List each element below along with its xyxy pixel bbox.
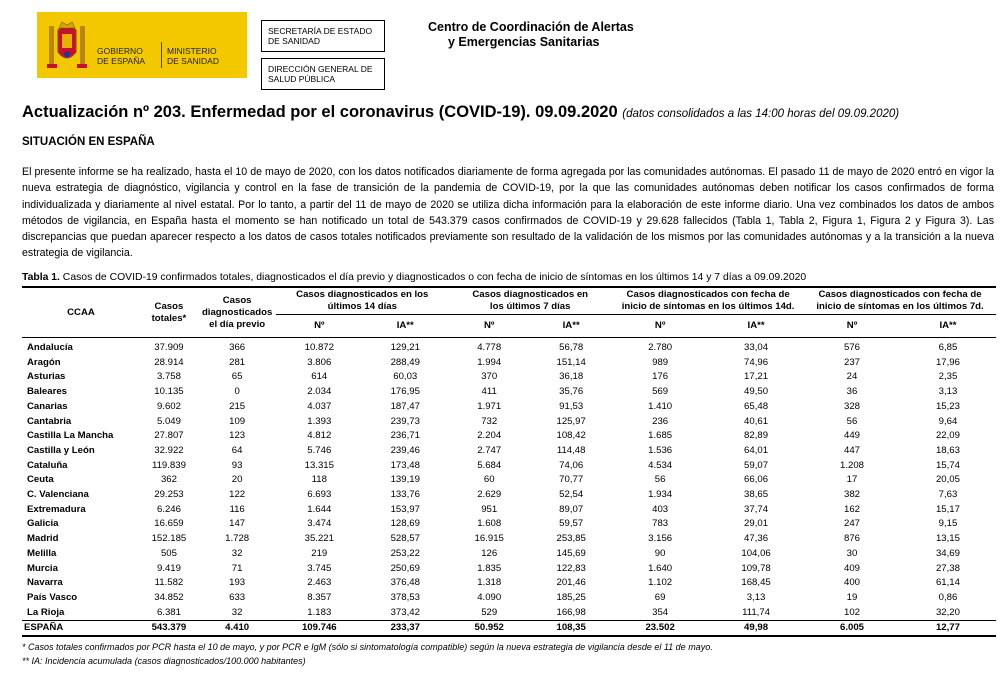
value-cell: 0 [234, 386, 240, 398]
value-cell: 129,21 [390, 342, 420, 353]
table-row [22, 444, 996, 459]
value-cell: 125,97 [556, 415, 586, 427]
centro-line-2: y Emergencias Sanitarias [448, 35, 600, 49]
footnote-ia: ** IA: Incidencia acumulada (casos diagnosticados/100.000 habitantes) [22, 656, 306, 666]
value-cell: 3.806 [307, 356, 332, 368]
ccaa-name-cell: Castilla La Mancha [27, 430, 114, 442]
value-cell: 109,78 [741, 562, 771, 574]
value-cell: 82,89 [744, 430, 769, 442]
header-ia: IA** [747, 320, 765, 331]
header-ia: IA** [396, 320, 414, 331]
table-row [22, 591, 996, 606]
value-cell: 732 [481, 415, 498, 427]
centro-coordinacion-heading [428, 20, 634, 50]
header-sint-14: Casos diagnosticados con fecha de inicio de síntomas en los últimos 14d. [612, 287, 804, 315]
value-cell: 633 [229, 591, 246, 603]
header-n: Nº [846, 320, 858, 331]
header-ia: IA** [939, 320, 957, 331]
value-cell: 93 [231, 459, 243, 471]
value-cell: 147 [229, 518, 246, 530]
value-cell: 1.640 [648, 562, 673, 574]
value-cell: 3.758 [156, 371, 181, 383]
value-cell: 783 [652, 518, 669, 530]
value-cell: 119.839 [151, 459, 186, 471]
header-casos-dia-previo: Casos diagnosticados el día previo [201, 294, 273, 330]
value-cell: 65,48 [744, 400, 769, 412]
value-cell: 6,85 [938, 342, 958, 353]
logo-ministerio-text: MINISTERIO DE SANIDAD [167, 46, 219, 66]
value-cell: 59,07 [744, 459, 769, 471]
title-main: Actualización nº 203. Enfermedad por el coronavirus (COVID-19). 09.09.2020 [22, 103, 618, 121]
value-cell: 104,06 [741, 547, 771, 559]
secretaria-box: SECRETARÍA DE ESTADO DE SANIDAD [261, 20, 385, 52]
value-cell: 116 [229, 503, 245, 515]
ccaa-name-cell: Melilla [27, 547, 57, 559]
ccaa-name-cell: Extremadura [27, 503, 86, 515]
table-row [22, 370, 996, 385]
value-cell: 236,71 [390, 430, 420, 442]
value-cell: 9,15 [938, 518, 958, 530]
ccaa-name-cell: C. Valenciana [27, 489, 89, 501]
value-cell: 36 [846, 386, 858, 398]
table-row [22, 532, 996, 547]
value-cell: 35,76 [559, 386, 584, 398]
ccaa-name-cell: Murcia [27, 562, 58, 574]
value-cell: 60,03 [393, 371, 418, 383]
value-cell: 6.246 [156, 503, 181, 515]
value-cell: 4.778 [477, 342, 502, 353]
header-ia: IA** [562, 320, 580, 331]
value-cell: 4.037 [307, 400, 332, 412]
value-cell: 18,63 [935, 444, 960, 456]
value-cell: 64 [231, 444, 243, 456]
value-cell: 151,14 [556, 356, 586, 368]
value-cell: 1.608 [477, 518, 502, 530]
value-cell: 27.807 [154, 430, 184, 442]
value-cell: 1.685 [648, 430, 673, 442]
value-cell: 247 [843, 518, 860, 530]
value-cell: 281 [229, 356, 246, 368]
value-cell: 90 [654, 547, 666, 559]
value-cell: 102 [843, 606, 860, 618]
total-value-cell: 108,35 [530, 621, 612, 637]
value-cell: 91,53 [559, 400, 584, 412]
value-cell: 10.872 [304, 342, 334, 353]
value-cell: 4.534 [648, 459, 673, 471]
value-cell: 69 [654, 591, 666, 603]
value-cell: 145,69 [556, 547, 586, 559]
value-cell: 239,73 [390, 415, 420, 427]
value-cell: 30 [846, 547, 858, 559]
total-value-cell: 109.746 [276, 621, 362, 637]
value-cell: 32 [231, 547, 243, 559]
ccaa-name-cell: Galicia [27, 518, 59, 530]
value-cell: 411 [481, 386, 497, 398]
value-cell: 505 [160, 547, 177, 559]
value-cell: 6.693 [307, 489, 332, 501]
ccaa-name-cell: Canarias [27, 400, 68, 412]
value-cell: 11.582 [154, 577, 184, 589]
section-title: SITUACIÓN EN ESPAÑA [22, 136, 155, 148]
logo-gobierno-text: GOBIERNO DE ESPAÑA [97, 46, 146, 66]
ccaa-name-cell: Cataluña [27, 459, 68, 471]
table-row [22, 400, 996, 415]
value-cell: 354 [652, 606, 669, 618]
value-cell: 66,06 [744, 474, 769, 486]
government-logo [37, 12, 247, 78]
value-cell: 3,13 [746, 591, 766, 603]
value-cell: 237 [843, 356, 860, 368]
value-cell: 166,98 [556, 606, 586, 618]
value-cell: 32 [231, 606, 243, 618]
header-n: Nº [483, 320, 495, 331]
value-cell: 17,21 [744, 371, 769, 383]
value-cell: 529 [481, 606, 498, 618]
value-cell: 3.156 [648, 533, 673, 545]
ccaa-name-cell: Cantabria [27, 415, 72, 427]
value-cell: 1.971 [477, 400, 502, 412]
value-cell: 122 [229, 489, 246, 501]
value-cell: 47,36 [744, 533, 769, 545]
header-n: Nº [654, 320, 666, 331]
ccaa-name-cell: La Rioja [27, 606, 65, 618]
value-cell: 34,69 [935, 547, 960, 559]
total-value-cell: 233,37 [362, 621, 448, 637]
value-cell: 111,74 [742, 606, 771, 618]
value-cell: 16.915 [474, 533, 504, 545]
value-cell: 15,23 [935, 400, 960, 412]
value-cell: 239,46 [390, 444, 420, 456]
value-cell: 7,63 [938, 489, 958, 501]
value-cell: 185,25 [556, 591, 586, 603]
value-cell: 201,46 [556, 577, 586, 589]
value-cell: 176,95 [390, 386, 420, 398]
table-row [22, 385, 996, 400]
value-cell: 59,57 [559, 518, 584, 530]
value-cell: 65 [231, 371, 243, 383]
value-cell: 56,78 [559, 342, 584, 353]
header-casos-totales: Casos totales* [151, 300, 187, 324]
value-cell: 951 [481, 503, 498, 515]
value-cell: 447 [843, 444, 860, 456]
value-cell: 15,74 [935, 459, 960, 471]
value-cell: 9.419 [156, 562, 181, 574]
value-cell: 64,01 [744, 444, 769, 456]
value-cell: 28.914 [154, 356, 184, 368]
centro-line-1: Centro de Coordinación de Alertas [428, 20, 634, 34]
value-cell: 253,22 [390, 547, 420, 559]
header-diag-14: Casos diagnosticados en los últimos 14 días [276, 287, 448, 315]
value-cell: 6.381 [156, 606, 181, 618]
value-cell: 24 [846, 371, 858, 383]
value-cell: 108,42 [556, 430, 586, 442]
intro-paragraph: El presente informe se ha realizado, hasta el 10 de mayo de 2020, con los datos notificados diariamente de forma agregada por las comunidades autónomas. El pasado 11 de mayo de 2020 entró en vigor la nueva estrategia de diagnóstico, vigilancia y control en la fase de transición de la pandemia de COVID-19, por la que las comunidades autónomas deben notificar los casos confirmados de forma individualizada y diariamente al nivel estatal. Por lo tanto, a partir del 11 de mayo de 2020 se utiliza dicha información para la elaboración de este informe diario. Una vez combinados los datos de ambos métodos de vigilancia, en España hasta el momento se han notificado un total de 543.379 casos confirmados de COVID-19 y 29.628 fallecidos (Tabla 1, Tabla 2, Figura 1, Figura 2 y Figura 3). Las discrepancias que puedan aparecer respecto a los datos de casos totales notificados previamente son resultado de la validación de los mismos por las comunidades autónomas y a la transición a la nueva estrategia de vigilancia. [22, 166, 994, 260]
header-n: Nº [314, 320, 325, 331]
value-cell: 56 [846, 415, 858, 427]
total-value-cell: 23.502 [612, 621, 708, 637]
header-diag-7: Casos diagnosticados en los últimos 7 días [448, 287, 612, 315]
value-cell: 1.208 [839, 459, 864, 471]
value-cell: 2.780 [648, 342, 673, 353]
coat-of-arms-icon [45, 18, 89, 72]
value-cell: 20,05 [935, 474, 960, 486]
table-caption [22, 272, 806, 283]
header-ccaa: CCAA [67, 306, 95, 318]
table-total-row [22, 621, 996, 637]
value-cell: 13,15 [935, 533, 960, 545]
value-cell: 376,48 [390, 577, 420, 589]
value-cell: 162 [843, 503, 860, 515]
value-cell: 1.994 [477, 356, 502, 368]
value-cell: 576 [843, 342, 860, 353]
total-value-cell: 6.005 [804, 621, 900, 637]
value-cell: 60 [483, 474, 495, 486]
table-row [22, 606, 996, 621]
value-cell: 74,96 [744, 356, 769, 368]
table-body [22, 338, 996, 637]
value-cell: 989 [652, 356, 669, 368]
value-cell: 409 [843, 562, 860, 574]
value-cell: 118 [311, 474, 327, 486]
value-cell: 15,17 [935, 503, 960, 515]
value-cell: 109 [229, 415, 246, 427]
table-row [22, 576, 996, 591]
value-cell: 123 [229, 430, 246, 442]
table-row [22, 547, 996, 562]
value-cell: 1.835 [477, 562, 502, 574]
value-cell: 370 [481, 371, 498, 383]
value-cell: 1.183 [307, 606, 332, 618]
value-cell: 74,06 [559, 459, 584, 471]
title-sub: (datos consolidados a las 14:00 horas del 09.09.2020) [622, 108, 900, 120]
value-cell: 27,38 [935, 562, 960, 574]
table-caption-label: Tabla 1. [22, 272, 60, 283]
footnote-casos-totales: * Casos totales confirmados por PCR hasta el 10 de mayo, y por PCR e IgM (sólo si sintomatología compatible) según la nueva estrategia de vigilancia desde el 11 de mayo. [22, 642, 713, 652]
value-cell: 32,20 [935, 606, 960, 618]
value-cell: 569 [652, 386, 669, 398]
value-cell: 378,53 [390, 591, 420, 603]
value-cell: 139,19 [390, 474, 420, 486]
total-value-cell: 12,77 [900, 621, 996, 637]
value-cell: 10.135 [154, 386, 184, 398]
value-cell: 61,14 [935, 577, 960, 589]
value-cell: 34.852 [154, 591, 184, 603]
value-cell: 215 [229, 400, 246, 412]
value-cell: 9.602 [156, 400, 181, 412]
value-cell: 4.812 [307, 430, 332, 442]
value-cell: 70,77 [559, 474, 584, 486]
value-cell: 400 [843, 577, 860, 589]
value-cell: 876 [843, 533, 860, 545]
value-cell: 8.357 [307, 591, 332, 603]
value-cell: 49,50 [744, 386, 769, 398]
value-cell: 382 [843, 489, 860, 501]
value-cell: 52,54 [559, 489, 584, 501]
value-cell: 1.410 [648, 400, 673, 412]
value-cell: 153,97 [390, 503, 420, 515]
value-cell: 35.221 [304, 533, 334, 545]
table-row [22, 356, 996, 371]
table-row [22, 517, 996, 532]
value-cell: 403 [652, 503, 669, 515]
value-cell: 288,49 [390, 356, 420, 368]
value-cell: 2,35 [938, 371, 958, 383]
table-row [22, 429, 996, 444]
value-cell: 17 [846, 474, 858, 486]
value-cell: 1.536 [648, 444, 673, 456]
value-cell: 1.934 [648, 489, 673, 501]
ccaa-name-cell: Andalucía [27, 342, 73, 353]
value-cell: 40,61 [744, 415, 769, 427]
value-cell: 9,64 [938, 415, 958, 427]
value-cell: 32.922 [154, 444, 184, 456]
value-cell: 1.644 [307, 503, 332, 515]
value-cell: 362 [160, 474, 177, 486]
table-row [22, 415, 996, 430]
ccaa-name-cell: Asturias [27, 371, 66, 383]
table-row [22, 473, 996, 488]
value-cell: 29,01 [744, 518, 769, 530]
ccaa-name-cell: Castilla y León [27, 444, 95, 456]
value-cell: 122,83 [556, 562, 586, 574]
table-row [22, 503, 996, 518]
value-cell: 2.034 [307, 386, 332, 398]
value-cell: 38,65 [744, 489, 769, 501]
value-cell: 126 [481, 547, 498, 559]
total-value-cell: 50.952 [448, 621, 530, 637]
value-cell: 128,69 [390, 518, 420, 530]
value-cell: 2.463 [307, 577, 332, 589]
table-row [22, 488, 996, 503]
ccaa-name-cell: Navarra [27, 577, 63, 589]
value-cell: 1.393 [307, 415, 332, 427]
value-cell: 56 [654, 474, 666, 486]
value-cell: 176 [652, 371, 669, 383]
total-value-cell: 49,98 [708, 621, 804, 637]
value-cell: 328 [843, 400, 860, 412]
value-cell: 5.684 [477, 459, 502, 471]
value-cell: 36,18 [559, 371, 584, 383]
value-cell: 89,07 [559, 503, 584, 515]
value-cell: 133,76 [390, 489, 420, 501]
total-value-cell: 543.379 [140, 621, 198, 637]
value-cell: 250,69 [390, 562, 420, 574]
value-cell: 20 [231, 474, 243, 486]
value-cell: 3.745 [307, 562, 332, 574]
ccaa-name-cell: Baleares [27, 386, 68, 398]
ccaa-name-cell: Aragón [27, 356, 61, 368]
table-row [22, 459, 996, 474]
value-cell: 3,13 [938, 386, 958, 398]
value-cell: 37.909 [154, 342, 184, 353]
table-row [22, 562, 996, 577]
total-label-cell: ESPAÑA [22, 621, 140, 637]
ccaa-name-cell: País Vasco [27, 591, 78, 603]
value-cell: 168,45 [741, 577, 771, 589]
value-cell: 193 [229, 577, 246, 589]
value-cell: 13.315 [304, 459, 334, 471]
ccaa-name-cell: Madrid [27, 533, 59, 545]
table-row [22, 338, 996, 356]
value-cell: 1.318 [477, 577, 502, 589]
value-cell: 152.185 [151, 533, 187, 545]
value-cell: 373,42 [390, 606, 420, 618]
value-cell: 114,48 [556, 444, 586, 456]
value-cell: 1.728 [225, 533, 250, 545]
value-cell: 16.659 [154, 518, 184, 530]
value-cell: 71 [231, 562, 243, 574]
covid-cases-table [22, 286, 996, 637]
direccion-box: DIRECCIÓN GENERAL DE SALUD PÚBLICA [261, 58, 385, 90]
ccaa-name-cell: Ceuta [27, 474, 54, 486]
logo-divider [161, 42, 162, 68]
value-cell: 33,04 [744, 342, 769, 353]
value-cell: 253,85 [556, 533, 586, 545]
value-cell: 19 [846, 591, 858, 603]
value-cell: 5.746 [307, 444, 332, 456]
page-title [22, 103, 899, 122]
value-cell: 5.049 [156, 415, 181, 427]
value-cell: 22,09 [935, 430, 960, 442]
value-cell: 2.204 [477, 430, 502, 442]
table-caption-text: Casos de COVID-19 confirmados totales, diagnosticados el día previo y diagnosticados o con fecha de inicio de síntomas en los últimos 14 y 7 días a 09.09.2020 [59, 272, 807, 283]
value-cell: 2.747 [477, 444, 502, 456]
value-cell: 173,48 [390, 459, 420, 471]
value-cell: 614 [311, 371, 328, 383]
value-cell: 3.474 [307, 518, 332, 530]
value-cell: 236 [652, 415, 669, 427]
value-cell: 219 [311, 547, 328, 559]
value-cell: 187,47 [390, 400, 420, 412]
value-cell: 449 [843, 430, 860, 442]
header-sint-7: Casos diagnosticados con fecha de inicio de síntomas en los últimos 7d. [804, 287, 996, 315]
value-cell: 17,96 [935, 356, 960, 368]
total-value-cell: 4.410 [198, 621, 276, 637]
value-cell: 37,74 [744, 503, 769, 515]
value-cell: 528,57 [390, 533, 420, 545]
value-cell: 366 [229, 342, 246, 353]
value-cell: 2.629 [477, 489, 502, 501]
value-cell: 29.253 [154, 489, 184, 501]
value-cell: 4.090 [477, 591, 502, 603]
value-cell: 1.102 [648, 577, 673, 589]
value-cell: 0,86 [938, 591, 958, 603]
